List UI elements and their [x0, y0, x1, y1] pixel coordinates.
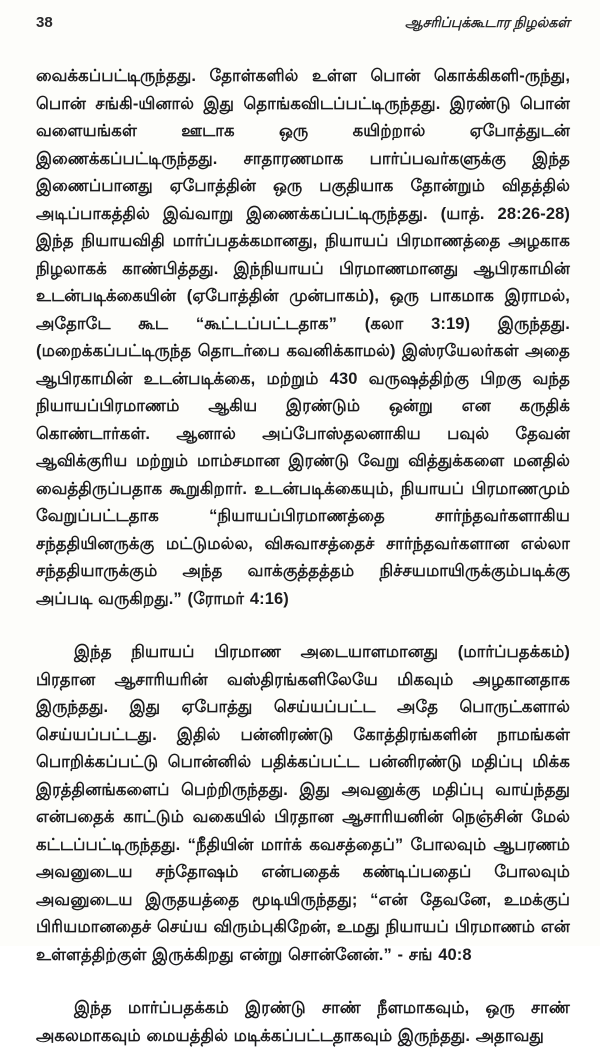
- page-header: [36, 14, 570, 33]
- paragraph: [36, 995, 570, 1050]
- text-segment: என் உள்ளத்திற்குள் இருக்கிறது என்று சொன்னேன்.” - சங் 40:8: [36, 918, 570, 964]
- text-segment: இந்த நியாயப் பிரமாண அடையாளமானது (மார்ப்பதக்கம்) பிரதான ஆசாரியரின் வஸ்திரங்களிலேயே மிகவும் அழகானதாக இருந்தது. இது ஏபோத்து செய்யப்பட்ட அதே பொருட்களால் செய்யப்பட்டது. இதில் பன்னிரண்டு கோத்திரங்களின் நாமங்கள் பொறிக்கப்பட்டு பொன்னில் பதிக்கப்பட்ட பன்னிரண்டு மதிப்பு மிக்க இரத்தினங்களைப் பெற்றிருந்தது. இது அவனுக்கு மதிப்பு வாய்ந்தது என்பதைக் காட்டும் வகையில் பிரதான ஆசாரியனின் நெஞ்சின் மேல் கட்டப்பட்டிருந்தது.: [36, 643, 570, 854]
- running-title: ஆசரிப்புக்கூடார நிழல்கள்: [404, 14, 570, 30]
- scripture-quote: உமது நியாயப் பிரமாணம்: [336, 918, 536, 936]
- body-text: [36, 63, 570, 1050]
- text-segment: போலவும் ஆபரணம் அவனுடைய சந்தோஷம் என்பதைக் கண்டிப்பதைப் போலவும் அவனுடைய இருதயத்தை மூடியிருந்தது; “என் தேவனே, உமக்குப் பிரியமானதைச் செய்ய விரும்புகிறேன்,: [36, 835, 570, 936]
- text-segment: (ரோமர் 4:16): [181, 589, 289, 608]
- page-number: 38: [36, 14, 53, 31]
- paragraph: [36, 63, 570, 613]
- paragraph: [36, 639, 570, 969]
- text-segment: இந்த மார்ப்பதக்கம் இரண்டு சாண் நீளமாகவும், ஒரு சாண் அகலமாகவும் மையத்தில் மடிக்கப்பட்டதாகவும் இருந்தது. அதாவது: [36, 999, 570, 1045]
- text-segment: வைக்கப்பட்டிருந்தது. தோள்களில் உள்ள பொன் கொக்கிகளி-ருந்து, பொன் சங்கி-யினால் இது தொங்கவிடப்பட்டிருந்தது. இரண்டு பொன் வளையங்கள் ஊடாக ஒரு கயிற்றால் ஏபோத்துடன் இணைக்கப்பட்டிருந்தது. சாதாரணமாக பார்ப்பவர்களுக்கு இந்த இணைப்பானது ஏபோத்தின் ஒரு பகுதியாக தோன்றும் விதத்தில் அடிப்பாகத்தில் இவ்வாறு இணைக்கப்பட்டிருந்தது. (யாத். 28:26-28) இந்த நியாயவிதி மார்ப்பதக்கமானது, நியாயப் பிரமாணத்தை அழகாக நிழலாகக் காண்பித்தது. இந்நியாயப் பிரமாணமானது ஆபிரகாமின் உடன்படிக்கையின் (ஏபோத்தின் முன்பாகம்), ஒரு பாகமாக இராமல், அதோடே கூட “கூட்டப்பட்டதாக” (கலா 3:19) இருந்தது. (மறைக்கப்பட்டிருந்த தொடர்பை கவனிக்காமல்) இஸ்ரயேலர்கள் அதை ஆபிரகாமின் உடன்படிக்கை, மற்றும் 430 வருஷத்திற்கு பிறகு வந்த நியாயப்பிரமாணம் ஆகிய இரண்டும் ஒன்று என கருதிக் கொண்டார்கள். ஆனால் அப்போஸ்தலனாகிய பவுல் தேவன் ஆவிக்குரிய மற்றும் மாம்சமான இரண்டு வேறு வித்துக்களை மனதில் வைத்திருப்பதாக கூறுகிறார். உடன்படிக்கையும், நியாயப் பிரமாணமும் வேறுப்பட்டதாக: [36, 67, 570, 525]
- scripture-quote: “நியாயப்பிரமாணத்தை சார்ந்தவர்களாகிய சந்ததியினருக்கு மட்டுமல்ல, விசுவாசத்தைச் சார்ந்தவர்களான எல்லா சந்ததியாருக்கும் அந்த வாக்குத்தத்தம் நிச்சயமாயிருக்கும்படிக்கு அப்படி வருகிறது.”: [36, 507, 571, 608]
- scripture-quote: “நீதியின் மார்க் கவசத்தைப்”: [187, 835, 404, 854]
